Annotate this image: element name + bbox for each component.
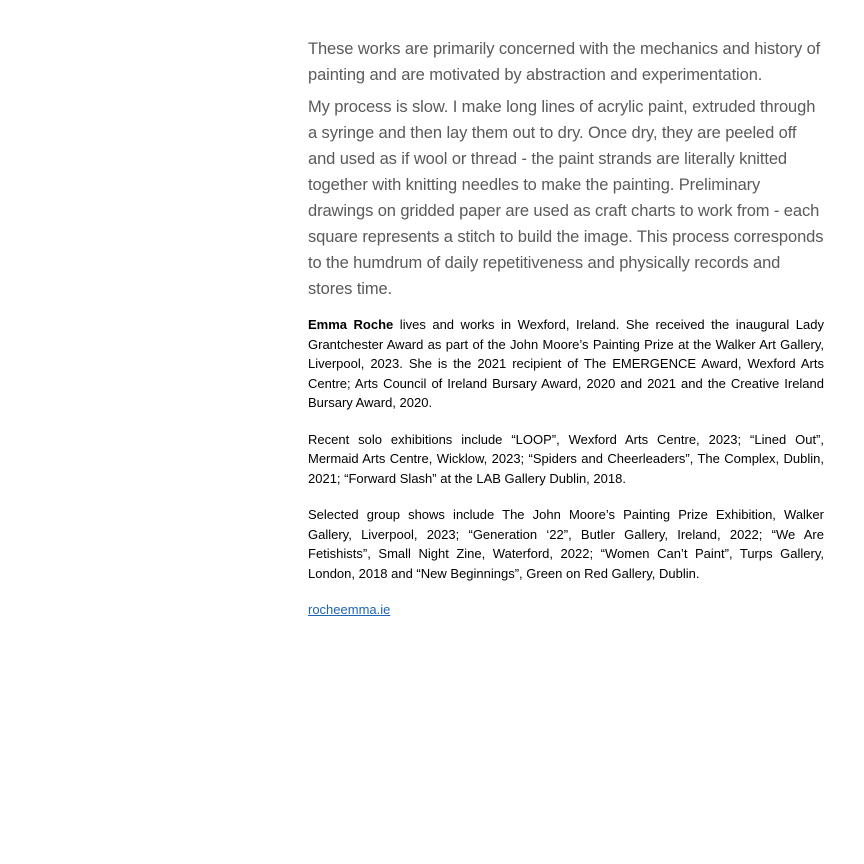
- bio-paragraph: [308, 315, 824, 413]
- artist-name: Emma Roche: [308, 317, 394, 332]
- bio-text: lives and works in Wexford, Ireland. She received the inaugural Lady Grantchester Award as part of the John Moore’s Painting Prize at the Walker Art Gallery, Liverpool, 2023. She is the 2021 recipient of The EMERGENCE Award, Wexford Arts Centre; Arts Council of Ireland Bursary Award, 2020 and 2021 and the Creative Ireland Bursary Award, 2020.: [308, 317, 824, 410]
- solo-exhibitions-paragraph: Recent solo exhibitions include “LOOP”, Wexford Arts Centre, 2023; “Lined Out”, Mermaid Arts Centre, Wicklow, 2023; “Spiders and Cheerleaders”, The Complex, Dublin, 2021; “Forward Slash” at the LAB Gallery Dublin, 2018.: [308, 431, 824, 486]
- statement-paragraph-2: My process is slow. I make long lines of acrylic paint, extruded through a syringe and then lay them out to dry. Once dry, they are peeled off and used as if wool or thread - the paint strands are literally knitted together with knitting needles to make the painting. Preliminary drawings on gridded paper are used as craft charts to work from - each square represents a stitch to build the image. This process corresponds to the humdrum of daily repetitiveness and physically records and stores time.: [308, 98, 824, 298]
- statement-paragraph-1: These works are primarily concerned with the mechanics and history of painting and are motivated by abstraction and experimentation.: [308, 40, 821, 84]
- artist-website-link[interactable]: rocheemma.ie: [308, 602, 391, 617]
- text-column: [308, 36, 824, 620]
- group-shows-paragraph: Selected group shows include The John Moore’s Painting Prize Exhibition, Walker Gallery, Liverpool, 2023; “Generation ‘22”, Butler Gallery, Ireland, 2022; “We Are Fetishists”, Small Night Zine, Waterford, 2022; “Women Can’t Paint”, Turps Gallery, London, 2018 and “New Beginnings”, Green on Red Gallery, Dublin.: [308, 507, 824, 581]
- artist-statement: [308, 36, 824, 302]
